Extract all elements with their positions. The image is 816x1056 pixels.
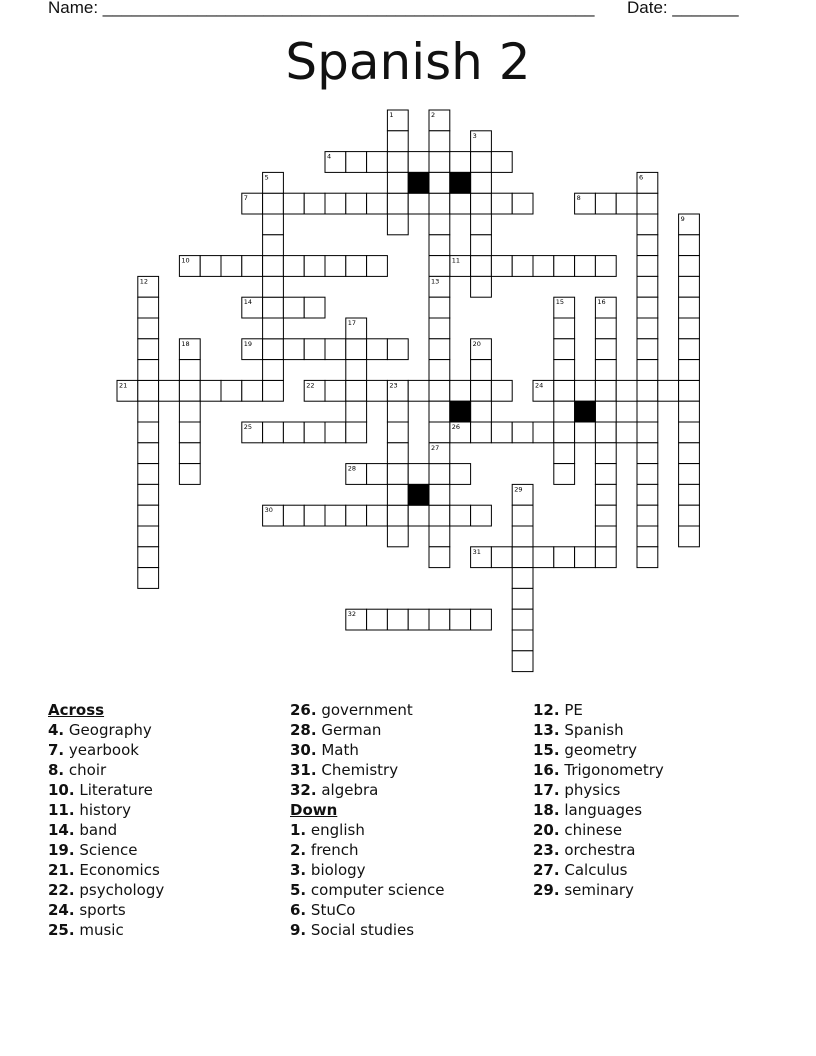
clue-across-10: 10. Literature: [48, 781, 153, 799]
grid-cell[interactable]: [679, 380, 700, 401]
grid-cell[interactable]: [637, 464, 658, 485]
grid-cell[interactable]: [471, 360, 492, 381]
grid-cell[interactable]: [491, 256, 512, 277]
grid-cell[interactable]: [450, 505, 471, 526]
grid-cell[interactable]: [658, 380, 679, 401]
grid-clue-number: 25: [243, 423, 253, 431]
clue-down-27: 27. Calculus: [533, 861, 628, 879]
grid-cell[interactable]: [263, 235, 284, 256]
clue-across-28: 28. German: [290, 721, 382, 739]
grid-cell[interactable]: [304, 256, 325, 277]
grid-cell[interactable]: [637, 360, 658, 381]
grid-clue-number: 19: [243, 339, 253, 348]
grid-clue-number: 14: [243, 298, 253, 307]
grid-cell[interactable]: [367, 256, 388, 277]
clue-down-23: 23. orchestra: [533, 841, 636, 859]
grid-cell[interactable]: [554, 422, 575, 443]
clue-across-21: 21. Economics: [48, 861, 160, 879]
grid-cell[interactable]: [408, 380, 429, 401]
grid-cell[interactable]: [595, 464, 616, 485]
grid-cell[interactable]: [200, 256, 221, 277]
grid-cell[interactable]: [283, 256, 304, 277]
grid-cell[interactable]: [387, 214, 408, 235]
grid-cell[interactable]: [575, 547, 596, 568]
grid-cell[interactable]: [637, 526, 658, 547]
clue-down-20: 20. chinese: [533, 821, 623, 839]
grid-cell[interactable]: [179, 422, 200, 443]
clue-down-18: 18. languages: [533, 801, 643, 819]
grid-cell[interactable]: [138, 547, 159, 568]
grid-cell[interactable]: [429, 131, 450, 152]
grid-cell[interactable]: [679, 318, 700, 339]
grid-cell[interactable]: [325, 505, 346, 526]
grid-cell[interactable]: [387, 152, 408, 173]
grid-cell[interactable]: [554, 464, 575, 485]
grid-cell[interactable]: [491, 380, 512, 401]
grid-cell[interactable]: [367, 464, 388, 485]
grid-cell[interactable]: [346, 339, 367, 360]
grid-cell[interactable]: [429, 547, 450, 568]
grid-cell[interactable]: [595, 193, 616, 214]
grid-cell[interactable]: [346, 401, 367, 422]
grid-cell[interactable]: [387, 609, 408, 630]
grid-clue-number: 31: [472, 547, 481, 556]
grid-clue-number: 29: [514, 485, 523, 494]
grid-clue-number: 26: [451, 423, 461, 431]
grid-clue-number: 8: [576, 194, 581, 203]
clues-column-3: [533, 700, 664, 900]
grid-cell[interactable]: [595, 484, 616, 505]
grid-cell[interactable]: [450, 193, 471, 214]
grid-cell[interactable]: [138, 422, 159, 443]
grid-cell[interactable]: [471, 172, 492, 193]
grid-cell[interactable]: [200, 380, 221, 401]
grid-clue-number: 20: [472, 339, 481, 348]
grid-cell[interactable]: [637, 193, 658, 214]
across-heading: Across: [48, 701, 105, 719]
grid-clue-number: 1: [389, 111, 394, 119]
grid-cell[interactable]: [429, 380, 450, 401]
grid-clue-number: 12: [139, 277, 149, 286]
clue-across-7: 7. yearbook: [48, 741, 139, 759]
grid-cell[interactable]: [346, 256, 367, 277]
grid-cell[interactable]: [325, 193, 346, 214]
grid-cell[interactable]: [512, 651, 533, 672]
grid-cell[interactable]: [450, 609, 471, 630]
clue-across-30: 30. Math: [290, 741, 359, 759]
grid-cell[interactable]: [304, 193, 325, 214]
grid-cell[interactable]: [679, 422, 700, 443]
grid-cell[interactable]: [346, 193, 367, 214]
clue-down-16: 16. Trigonometry: [533, 761, 664, 779]
grid-cell[interactable]: [575, 256, 596, 277]
grid-cell[interactable]: [387, 505, 408, 526]
grid-cell[interactable]: [387, 422, 408, 443]
grid-cell[interactable]: [283, 297, 304, 318]
grid-cell[interactable]: [159, 380, 180, 401]
grid-clue-number: 2: [431, 111, 436, 119]
down-heading: Down: [290, 801, 338, 819]
grid-cell[interactable]: [242, 380, 263, 401]
clue-down-5: 5. computer science: [290, 881, 445, 899]
grid-cell[interactable]: [595, 380, 616, 401]
grid-cell[interactable]: [283, 505, 304, 526]
clue-down-13: 13. Spanish: [533, 721, 624, 739]
grid-cell[interactable]: [512, 568, 533, 589]
grid-cell[interactable]: [637, 318, 658, 339]
grid-cell[interactable]: [283, 339, 304, 360]
grid-clue-number: 13: [431, 277, 440, 286]
grid-clue-number: 7: [243, 194, 248, 203]
grid-cell[interactable]: [471, 193, 492, 214]
grid-cell[interactable]: [679, 297, 700, 318]
grid-cell[interactable]: [575, 422, 596, 443]
grid-cell[interactable]: [138, 380, 159, 401]
grid-cell[interactable]: [679, 526, 700, 547]
grid-cell[interactable]: [471, 214, 492, 235]
clue-down-9: 9. Social studies: [290, 921, 415, 939]
grid-cell[interactable]: [471, 609, 492, 630]
clue-down-17: 17. physics: [533, 781, 621, 799]
grid-cell[interactable]: [512, 193, 533, 214]
grid-cell[interactable]: [616, 422, 637, 443]
grid-cell[interactable]: [554, 380, 575, 401]
grid-cell[interactable]: [554, 256, 575, 277]
clue-down-15: 15. geometry: [533, 741, 638, 759]
grid-cell-blocked: [450, 401, 471, 422]
grid-cell[interactable]: [242, 256, 263, 277]
grid-cell[interactable]: [387, 193, 408, 214]
grid-cell[interactable]: [471, 401, 492, 422]
grid-cell[interactable]: [679, 484, 700, 505]
grid-cell[interactable]: [304, 505, 325, 526]
grid-cell[interactable]: [346, 505, 367, 526]
clue-across-19: 19. Science: [48, 841, 138, 859]
grid-cell[interactable]: [637, 256, 658, 277]
grid-cell[interactable]: [595, 443, 616, 464]
name-field[interactable]: Name: ____________________________________________________: [48, 0, 595, 17]
grid-cell[interactable]: [679, 235, 700, 256]
grid-cell[interactable]: [408, 193, 429, 214]
grid-cell[interactable]: [554, 318, 575, 339]
grid-cell[interactable]: [679, 464, 700, 485]
clues-column-1: [48, 700, 164, 940]
grid-cell[interactable]: [367, 152, 388, 173]
grid-cell[interactable]: [512, 588, 533, 609]
grid-cell[interactable]: [263, 193, 284, 214]
grid-cell[interactable]: [325, 422, 346, 443]
grid-clue-number: 27: [431, 443, 440, 452]
grid-cell[interactable]: [367, 609, 388, 630]
grid-clue-number: 21: [119, 381, 128, 390]
grid-clue-number: 16: [597, 298, 606, 307]
grid-clue-number: 22: [306, 381, 315, 390]
grid-cell[interactable]: [179, 443, 200, 464]
grid-cell[interactable]: [387, 484, 408, 505]
clue-across-11: 11. history: [48, 801, 131, 819]
grid-cell[interactable]: [387, 131, 408, 152]
grid-clue-number: 23: [389, 381, 398, 390]
grid-cell[interactable]: [387, 401, 408, 422]
grid-cell[interactable]: [263, 318, 284, 339]
grid-cell[interactable]: [429, 360, 450, 381]
grid-cell-blocked: [408, 172, 429, 193]
grid-cell[interactable]: [471, 380, 492, 401]
grid-cell[interactable]: [595, 547, 616, 568]
grid-cell[interactable]: [367, 505, 388, 526]
grid-cell[interactable]: [367, 193, 388, 214]
grid-cell[interactable]: [138, 505, 159, 526]
grid-cell[interactable]: [637, 401, 658, 422]
grid-clue-number: 4: [327, 152, 332, 161]
grid-cell[interactable]: [679, 360, 700, 381]
grid-cell[interactable]: [637, 235, 658, 256]
grid-cell[interactable]: [429, 484, 450, 505]
grid-cell[interactable]: [595, 256, 616, 277]
grid-cell[interactable]: [554, 339, 575, 360]
grid-cell[interactable]: [679, 339, 700, 360]
grid-cell[interactable]: [263, 214, 284, 235]
grid-clue-number: 28: [347, 464, 357, 473]
grid-cell[interactable]: [138, 484, 159, 505]
grid-cell[interactable]: [429, 401, 450, 422]
grid-cell[interactable]: [637, 339, 658, 360]
grid-cell[interactable]: [595, 401, 616, 422]
grid-cell[interactable]: [304, 422, 325, 443]
grid-cell[interactable]: [429, 256, 450, 277]
grid-cell[interactable]: [491, 422, 512, 443]
grid-cell[interactable]: [491, 193, 512, 214]
grid-cell[interactable]: [408, 505, 429, 526]
clue-down-29: 29. seminary: [533, 881, 634, 899]
clue-across-22: 22. psychology: [48, 881, 165, 899]
grid-cell[interactable]: [554, 547, 575, 568]
grid-cell[interactable]: [637, 380, 658, 401]
grid-cell-blocked: [450, 172, 471, 193]
grid-cell[interactable]: [138, 339, 159, 360]
grid-cell[interactable]: [263, 339, 284, 360]
grid-cell[interactable]: [554, 360, 575, 381]
grid-cell[interactable]: [637, 297, 658, 318]
grid-cell[interactable]: [429, 297, 450, 318]
grid-cell[interactable]: [138, 526, 159, 547]
grid-cell[interactable]: [408, 609, 429, 630]
grid-cell[interactable]: [138, 297, 159, 318]
grid-cell[interactable]: [263, 422, 284, 443]
grid-cell[interactable]: [533, 547, 554, 568]
grid-cell[interactable]: [471, 152, 492, 173]
grid-cell[interactable]: [595, 318, 616, 339]
clue-down-6: 6. StuCo: [290, 901, 356, 919]
grid-cell-blocked: [408, 484, 429, 505]
grid-cell[interactable]: [491, 152, 512, 173]
grid-cell[interactable]: [429, 318, 450, 339]
grid-cell[interactable]: [138, 464, 159, 485]
grid-clue-number: 18: [181, 339, 190, 348]
grid-cell[interactable]: [179, 464, 200, 485]
grid-cell[interactable]: [263, 297, 284, 318]
grid-cell[interactable]: [304, 339, 325, 360]
grid-cell[interactable]: [512, 547, 533, 568]
clue-across-25: 25. music: [48, 921, 124, 939]
grid-cell[interactable]: [637, 422, 658, 443]
grid-cell[interactable]: [595, 360, 616, 381]
grid-cell[interactable]: [429, 464, 450, 485]
grid-cell[interactable]: [429, 235, 450, 256]
grid-cell[interactable]: [637, 214, 658, 235]
grid-cell[interactable]: [512, 630, 533, 651]
grid-cell[interactable]: [471, 276, 492, 297]
grid-cell[interactable]: [554, 401, 575, 422]
grid-cell[interactable]: [471, 505, 492, 526]
clue-across-4: 4. Geography: [48, 721, 152, 739]
grid-cell[interactable]: [429, 526, 450, 547]
grid-cell[interactable]: [471, 235, 492, 256]
grid-cell[interactable]: [637, 443, 658, 464]
grid-cell[interactable]: [679, 276, 700, 297]
clue-down-2: 2. french: [290, 841, 359, 859]
grid-cell[interactable]: [325, 380, 346, 401]
grid-cell[interactable]: [471, 256, 492, 277]
grid-cell[interactable]: [429, 505, 450, 526]
grid-cell[interactable]: [429, 214, 450, 235]
grid-clue-number: 11: [451, 256, 461, 265]
grid-cell[interactable]: [595, 526, 616, 547]
grid-cell[interactable]: [471, 422, 492, 443]
grid-clue-number: 17: [347, 319, 357, 327]
grid-cell[interactable]: [346, 360, 367, 381]
grid-cell[interactable]: [387, 464, 408, 485]
clues-column-2: [290, 700, 444, 940]
grid-cell[interactable]: [429, 172, 450, 193]
grid-cell[interactable]: [429, 339, 450, 360]
grid-cell[interactable]: [221, 380, 242, 401]
grid-cell[interactable]: [263, 276, 284, 297]
grid-cell[interactable]: [429, 609, 450, 630]
clue-across-24: 24. sports: [48, 901, 126, 919]
grid-cell[interactable]: [512, 422, 533, 443]
grid-clue-number: 30: [264, 506, 273, 515]
grid-cell[interactable]: [283, 422, 304, 443]
grid-cell[interactable]: [367, 380, 388, 401]
grid-cell[interactable]: [429, 422, 450, 443]
clue-across-31: 31. Chemistry: [290, 761, 399, 779]
grid-cell[interactable]: [138, 401, 159, 422]
clue-down-12: 12. PE: [533, 701, 583, 719]
grid-cell[interactable]: [179, 360, 200, 381]
grid-cell[interactable]: [346, 422, 367, 443]
clue-down-1: 1. english: [290, 821, 365, 839]
grid-cell[interactable]: [637, 276, 658, 297]
grid-cell[interactable]: [637, 547, 658, 568]
grid-cell[interactable]: [138, 360, 159, 381]
grid-cell[interactable]: [429, 193, 450, 214]
grid-cell[interactable]: [138, 568, 159, 589]
grid-cell[interactable]: [512, 609, 533, 630]
grid-cell[interactable]: [637, 505, 658, 526]
grid-cell[interactable]: [387, 339, 408, 360]
grid-cell[interactable]: [512, 526, 533, 547]
grid-cell[interactable]: [263, 360, 284, 381]
grid-cell[interactable]: [616, 193, 637, 214]
grid-cell[interactable]: [408, 464, 429, 485]
grid-cell[interactable]: [138, 318, 159, 339]
grid-cell[interactable]: [325, 256, 346, 277]
grid-cell[interactable]: [637, 484, 658, 505]
grid-clue-number: 15: [555, 298, 565, 307]
grid-cell[interactable]: [533, 422, 554, 443]
grid-cell[interactable]: [304, 297, 325, 318]
grid-cell[interactable]: [387, 172, 408, 193]
grid-cell[interactable]: [595, 339, 616, 360]
grid-cell[interactable]: [595, 505, 616, 526]
grid-clue-number: 5: [264, 173, 269, 182]
clue-across-32: 32. algebra: [290, 781, 379, 799]
grid-cell[interactable]: [138, 443, 159, 464]
grid-cell[interactable]: [554, 443, 575, 464]
grid-cell[interactable]: [387, 443, 408, 464]
grid-clue-number: 10: [181, 256, 190, 265]
page-title: Spanish 2: [285, 33, 531, 91]
grid-cell[interactable]: [367, 339, 388, 360]
grid-cell[interactable]: [679, 505, 700, 526]
clue-across-8: 8. choir: [48, 761, 107, 779]
grid-cell[interactable]: [179, 401, 200, 422]
grid-cell[interactable]: [512, 256, 533, 277]
grid-cell[interactable]: [263, 380, 284, 401]
grid-cell[interactable]: [679, 401, 700, 422]
grid-clue-number: 6: [639, 173, 644, 182]
clue-across-14: 14. band: [48, 821, 118, 839]
grid-cell[interactable]: [533, 256, 554, 277]
grid-cell[interactable]: [450, 152, 471, 173]
grid-clue-number: 32: [347, 610, 357, 619]
grid-cell[interactable]: [595, 422, 616, 443]
grid-cell[interactable]: [429, 152, 450, 173]
grid-cell[interactable]: [346, 380, 367, 401]
grid-cell[interactable]: [221, 256, 242, 277]
clue-across-26: 26. government: [290, 701, 413, 719]
grid-cell[interactable]: [325, 339, 346, 360]
grid-clue-number: 24: [535, 381, 544, 390]
grid-cell[interactable]: [679, 443, 700, 464]
grid-cell[interactable]: [179, 380, 200, 401]
grid-cell[interactable]: [346, 152, 367, 173]
grid-clue-number: 3: [472, 131, 477, 140]
grid-cell[interactable]: [512, 505, 533, 526]
clue-down-3: 3. biology: [290, 861, 366, 879]
grid-cell[interactable]: [387, 526, 408, 547]
grid-cell[interactable]: [263, 256, 284, 277]
grid-cell[interactable]: [283, 193, 304, 214]
grid-cell[interactable]: [450, 464, 471, 485]
grid-cell[interactable]: [491, 547, 512, 568]
grid-cell[interactable]: [450, 380, 471, 401]
grid-cell-blocked: [575, 401, 596, 422]
grid-cell[interactable]: [408, 152, 429, 173]
grid-cell[interactable]: [679, 256, 700, 277]
grid-cell[interactable]: [616, 380, 637, 401]
date-field[interactable]: Date: _______: [627, 0, 739, 17]
grid-clue-number: 9: [680, 215, 685, 223]
grid-cell[interactable]: [575, 380, 596, 401]
